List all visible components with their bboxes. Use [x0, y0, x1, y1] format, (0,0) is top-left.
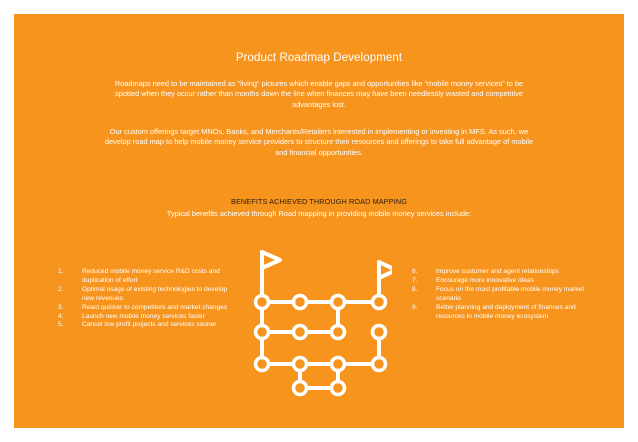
waypoint-node: [294, 296, 307, 309]
list-number: 4.: [58, 312, 64, 320]
waypoint-node: [256, 296, 269, 309]
list-number: 3.: [58, 303, 64, 311]
list-text: Focus on the most profitable mobile money market scenario: [436, 285, 585, 302]
intro-paragraph-offerings: Our custom offerings target MNOs, Banks, and Merchants/Retailers interested in implementing or investing in MFS. As such, we develop road map to help mobile money service providers to structure their resources and offerings to take full advantage of mobile and financial opportunities.: [104, 127, 534, 157]
page-title: Product Roadmap Development: [235, 52, 403, 64]
road-path: [262, 284, 379, 302]
benefits-list-right: [412, 268, 592, 321]
list-text: Encourage more innovative ideas: [436, 276, 534, 284]
waypoint-node: [332, 382, 345, 395]
list-item: [412, 304, 592, 322]
list-item: [412, 286, 592, 304]
list-text: Improve customer and agent relationships: [436, 268, 559, 275]
waypoint-node: [373, 358, 386, 371]
list-item: [412, 268, 592, 277]
waypoint-node: [332, 358, 345, 371]
intro-paragraph-roadmaps: Roadmaps need to be maintained as “living” pictures which enable gaps and opportunities like “mobile money services” to be spotted when they occur rather than months down the line when finances may have been needlessly wasted and competitive advantages lost.: [114, 79, 524, 109]
list-text: Optimal usage of existing technologies to develop new revenues: [82, 285, 228, 302]
waypoint-node: [373, 296, 386, 309]
list-item: [58, 313, 238, 322]
road-path: [262, 332, 379, 364]
list-text: Launch new mobile money services faster: [82, 312, 205, 320]
list-number: 1.: [58, 268, 64, 275]
list-text: Reduced mobile money service R&D costs and duplication of effort: [82, 268, 220, 284]
benefits-list-left: [58, 268, 238, 330]
waypoint-node: [294, 326, 307, 339]
waypoint-node: [294, 358, 307, 371]
waypoint-node: [332, 296, 345, 309]
list-item: [58, 304, 238, 313]
orange-panel: [14, 14, 624, 428]
waypoint-node: [294, 382, 307, 395]
list-text: React quicker to competitors and market changes: [82, 303, 228, 311]
roadmap-path-icon: [246, 248, 392, 398]
list-number: 5.: [58, 321, 64, 329]
list-number: 9.: [412, 303, 418, 311]
benefits-intro: Typical benefits achieved through Road mapping in providing mobile money services include:: [166, 209, 472, 218]
list-item: [58, 321, 238, 330]
waypoint-node: [373, 326, 386, 339]
list-item: [412, 277, 592, 286]
list-number: 2.: [58, 285, 64, 293]
list-text: Better planning and deployment of finances and resources in mobile money ecosystem: [436, 303, 576, 320]
list-number: 6.: [412, 268, 418, 275]
list-number: 7.: [412, 276, 418, 284]
benefits-heading: BENEFITS ACHIEVED THROUGH ROAD MAPPING: [231, 197, 407, 206]
list-item: [58, 286, 238, 304]
waypoint-node: [256, 358, 269, 371]
waypoint-node: [256, 326, 269, 339]
list-text: Cancel low profit projects and services sooner: [82, 321, 217, 329]
list-number: 8.: [412, 285, 418, 293]
list-item: [58, 268, 238, 286]
flag-icon: [262, 252, 280, 268]
waypoint-node: [332, 326, 345, 339]
